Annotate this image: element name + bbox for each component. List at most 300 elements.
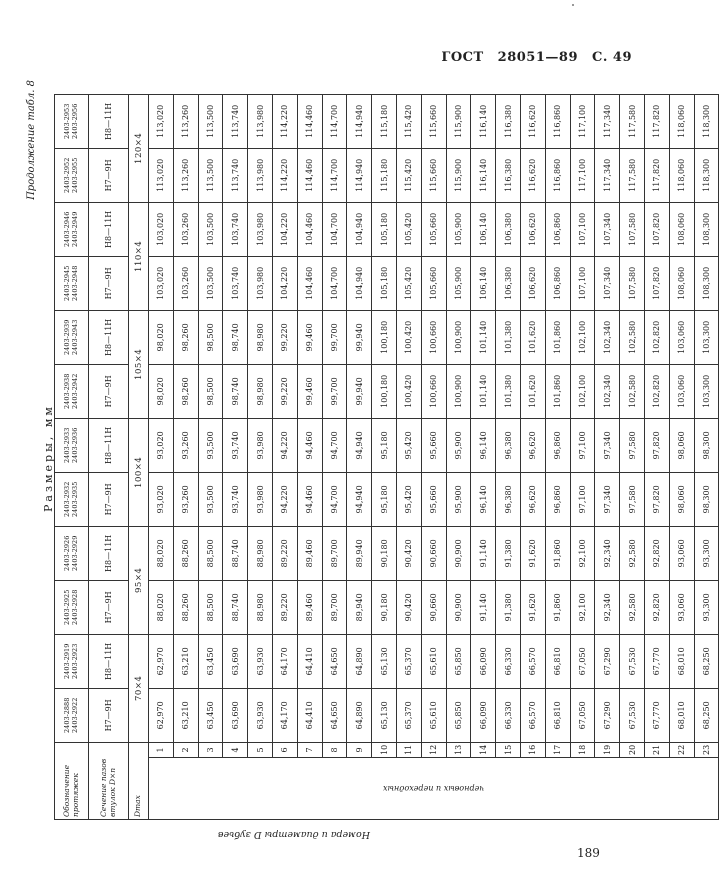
tooth-number-cell: 5 bbox=[248, 742, 273, 757]
diameter-cell: 65,610 bbox=[421, 688, 446, 742]
diameter-cell: 114,220 bbox=[272, 94, 297, 148]
diameter-cell: 98,020 bbox=[149, 310, 174, 364]
diameter-cell: 108,060 bbox=[669, 202, 694, 256]
diameter-cell: 102,100 bbox=[570, 364, 595, 418]
article-number: 2403-2888 bbox=[63, 697, 72, 733]
diameter-cell: 104,940 bbox=[347, 256, 372, 310]
table-row bbox=[173, 94, 198, 819]
speck bbox=[572, 4, 574, 6]
tooth-number-cell: 18 bbox=[570, 742, 595, 757]
diameter-cell: 108,060 bbox=[669, 256, 694, 310]
diameter-cell: 91,860 bbox=[545, 526, 570, 580]
diameter-cell: 97,340 bbox=[595, 418, 620, 472]
standard-number: 28051—89 bbox=[497, 50, 578, 65]
diameter-cell: 88,500 bbox=[198, 580, 223, 634]
diameter-cell: 98,060 bbox=[669, 418, 694, 472]
side-caption-line1 bbox=[218, 826, 370, 840]
diameter-cell: 66,090 bbox=[471, 688, 496, 742]
table-row bbox=[694, 94, 719, 819]
table-row bbox=[347, 94, 372, 819]
diameter-cell: 89,220 bbox=[272, 526, 297, 580]
designation-cell bbox=[55, 526, 89, 580]
diameter-cell: 116,620 bbox=[520, 148, 545, 202]
side-label-text: черновых и переходных bbox=[383, 784, 485, 793]
diameter-cell: 90,180 bbox=[372, 580, 397, 634]
diameter-cell: 64,890 bbox=[347, 688, 372, 742]
diameter-cell: 63,930 bbox=[248, 634, 273, 688]
diameter-cell: 97,340 bbox=[595, 472, 620, 526]
designation-cell bbox=[55, 256, 89, 310]
diameter-cell: 115,900 bbox=[446, 94, 471, 148]
article-number: 2403-2949 bbox=[70, 211, 79, 247]
diameter-cell: 116,380 bbox=[496, 94, 521, 148]
diameter-cell: 91,380 bbox=[496, 580, 521, 634]
diameter-cell: 67,050 bbox=[570, 688, 595, 742]
diameter-cell: 89,700 bbox=[322, 580, 347, 634]
diameter-cell: 98,260 bbox=[173, 310, 198, 364]
diameter-cell: 99,220 bbox=[272, 364, 297, 418]
diameter-cell: 103,740 bbox=[223, 256, 248, 310]
diameter-cell: 117,340 bbox=[595, 94, 620, 148]
diameter-cell: 65,370 bbox=[396, 634, 421, 688]
diameter-cell: 106,380 bbox=[496, 256, 521, 310]
diameter-cell: 100,180 bbox=[372, 310, 397, 364]
diameter-cell: 117,340 bbox=[595, 148, 620, 202]
diameter-cell: 93,740 bbox=[223, 418, 248, 472]
diameter-cell: 98,260 bbox=[173, 364, 198, 418]
diameter-cell: 98,980 bbox=[248, 364, 273, 418]
diameter-cell: 103,260 bbox=[173, 256, 198, 310]
table-row bbox=[595, 94, 620, 819]
diameter-cell: 96,860 bbox=[545, 472, 570, 526]
tooth-number-cell: 16 bbox=[520, 742, 545, 757]
designation-row bbox=[55, 94, 89, 819]
diameter-cell: 63,930 bbox=[248, 688, 273, 742]
tooth-number-cell: 10 bbox=[372, 742, 397, 757]
diameter-cell: 91,380 bbox=[496, 526, 521, 580]
diameter-cell: 66,330 bbox=[496, 634, 521, 688]
diameter-cell: 107,580 bbox=[620, 202, 645, 256]
diameter-cell: 114,700 bbox=[322, 94, 347, 148]
diameter-cell: 88,260 bbox=[173, 526, 198, 580]
diameter-cell: 118,300 bbox=[694, 94, 719, 148]
table-row bbox=[520, 94, 545, 819]
diameter-cell: 113,980 bbox=[248, 148, 273, 202]
side-caption bbox=[218, 826, 578, 840]
diameter-cell: 114,700 bbox=[322, 148, 347, 202]
diameter-cell: 64,410 bbox=[297, 634, 322, 688]
diameter-cell: 97,820 bbox=[644, 418, 669, 472]
diameter-cell: 98,500 bbox=[198, 310, 223, 364]
tooth-number-cell: 11 bbox=[396, 742, 421, 757]
diameter-cell: 106,380 bbox=[496, 202, 521, 256]
diameter-cell: 118,060 bbox=[669, 148, 694, 202]
diameter-cell: 107,820 bbox=[644, 256, 669, 310]
standard-label: ГОСТ bbox=[441, 50, 484, 65]
diameter-cell: 96,620 bbox=[520, 418, 545, 472]
diameter-cell: 104,220 bbox=[272, 256, 297, 310]
diameter-cell: 115,180 bbox=[372, 94, 397, 148]
tolerance-cell: H8—11H bbox=[89, 202, 129, 256]
diameter-cell: 96,380 bbox=[496, 472, 521, 526]
tooth-number-cell: 13 bbox=[446, 742, 471, 757]
diameter-cell: 116,380 bbox=[496, 148, 521, 202]
diameter-cell: 115,660 bbox=[421, 94, 446, 148]
diameter-cell: 93,020 bbox=[149, 418, 174, 472]
diameter-cell: 63,450 bbox=[198, 688, 223, 742]
diameter-cell: 106,620 bbox=[520, 202, 545, 256]
diameter-cell: 117,820 bbox=[644, 94, 669, 148]
diameter-cell: 93,260 bbox=[173, 418, 198, 472]
designation-cell bbox=[55, 202, 89, 256]
diameter-cell: 100,660 bbox=[421, 310, 446, 364]
diameter-cell: 101,380 bbox=[496, 364, 521, 418]
diameter-cell: 91,620 bbox=[520, 526, 545, 580]
diameter-cell: 65,850 bbox=[446, 634, 471, 688]
designation-cell bbox=[55, 148, 89, 202]
designation-cell bbox=[55, 364, 89, 418]
diameter-cell: 97,100 bbox=[570, 472, 595, 526]
side-label-cell bbox=[149, 758, 719, 820]
tooth-number-cell: 19 bbox=[595, 742, 620, 757]
article-number: 2403-2925 bbox=[63, 589, 72, 625]
diameter-cell: 95,660 bbox=[421, 472, 446, 526]
diameter-cell: 113,020 bbox=[149, 94, 174, 148]
diameter-cell: 101,620 bbox=[520, 310, 545, 364]
table-continuation: Продолжение табл. 8 bbox=[26, 80, 37, 200]
diameter-cell: 66,570 bbox=[520, 634, 545, 688]
diameter-cell: 113,980 bbox=[248, 94, 273, 148]
diameter-cell: 102,340 bbox=[595, 364, 620, 418]
table-canvas bbox=[26, 78, 711, 840]
article-number: 2403-2938 bbox=[63, 373, 72, 409]
table-row bbox=[223, 94, 248, 819]
diameter-cell: 67,530 bbox=[620, 634, 645, 688]
diameter-cell: 107,340 bbox=[595, 202, 620, 256]
diameter-cell: 67,530 bbox=[620, 688, 645, 742]
diameter-cell: 64,650 bbox=[322, 688, 347, 742]
diameter-cell: 91,140 bbox=[471, 526, 496, 580]
diameter-cell: 101,860 bbox=[545, 310, 570, 364]
diameter-cell: 98,300 bbox=[694, 472, 719, 526]
diameter-cell: 99,220 bbox=[272, 310, 297, 364]
diameter-cell: 116,140 bbox=[471, 94, 496, 148]
diameter-cell: 103,980 bbox=[248, 256, 273, 310]
diameter-cell: 113,500 bbox=[198, 148, 223, 202]
article-number: 2403-2943 bbox=[70, 319, 79, 355]
diameter-cell: 114,460 bbox=[297, 148, 322, 202]
diameter-cell: 68,250 bbox=[694, 634, 719, 688]
table-row bbox=[149, 94, 174, 819]
diameter-cell: 105,180 bbox=[372, 202, 397, 256]
diameter-cell: 65,130 bbox=[372, 688, 397, 742]
diameter-cell: 113,740 bbox=[223, 148, 248, 202]
section-size-cell: 120×4 bbox=[129, 94, 149, 202]
designation-cell bbox=[55, 418, 89, 472]
diameter-cell: 66,570 bbox=[520, 688, 545, 742]
diameter-cell: 101,620 bbox=[520, 364, 545, 418]
diameter-cell: 98,300 bbox=[694, 418, 719, 472]
tolerance-cell: H8—11H bbox=[89, 526, 129, 580]
diameter-cell: 66,330 bbox=[496, 688, 521, 742]
diameter-cell: 100,420 bbox=[396, 310, 421, 364]
diameter-cell: 89,460 bbox=[297, 580, 322, 634]
article-number: 2403-2942 bbox=[70, 373, 79, 409]
article-number: 2403-2936 bbox=[70, 427, 79, 463]
diameter-cell: 97,820 bbox=[644, 472, 669, 526]
diameter-cell: 97,580 bbox=[620, 418, 645, 472]
diameter-cell: 65,130 bbox=[372, 634, 397, 688]
diameter-cell: 114,220 bbox=[272, 148, 297, 202]
diameter-cell: 88,980 bbox=[248, 580, 273, 634]
diameter-cell: 93,300 bbox=[694, 526, 719, 580]
section-size-cell: 110×4 bbox=[129, 202, 149, 310]
diameter-cell: 64,650 bbox=[322, 634, 347, 688]
diameter-cell: 104,700 bbox=[322, 256, 347, 310]
section-size-cell: 105×4 bbox=[129, 310, 149, 418]
diameter-cell: 93,980 bbox=[248, 472, 273, 526]
diameter-cell: 107,820 bbox=[644, 202, 669, 256]
diameter-cell: 63,690 bbox=[223, 688, 248, 742]
rotated-table-area bbox=[26, 78, 711, 840]
diameter-cell: 64,170 bbox=[272, 688, 297, 742]
table-row bbox=[421, 94, 446, 819]
diameter-cell: 113,500 bbox=[198, 94, 223, 148]
diameter-cell: 105,900 bbox=[446, 256, 471, 310]
diameter-cell: 90,180 bbox=[372, 526, 397, 580]
tooth-number-cell: 23 bbox=[694, 742, 719, 757]
diameter-cell: 92,100 bbox=[570, 580, 595, 634]
diameter-cell: 92,100 bbox=[570, 526, 595, 580]
diameter-cell: 99,700 bbox=[322, 364, 347, 418]
diameter-cell: 64,170 bbox=[272, 634, 297, 688]
diameter-cell: 92,580 bbox=[620, 526, 645, 580]
diameter-cell: 90,900 bbox=[446, 526, 471, 580]
tolerance-cell: H7—9H bbox=[89, 688, 129, 742]
diameter-cell: 103,020 bbox=[149, 202, 174, 256]
tolerance-cell: H7—9H bbox=[89, 580, 129, 634]
diameter-cell: 96,140 bbox=[471, 472, 496, 526]
tooth-number-cell: 3 bbox=[198, 742, 223, 757]
diameter-cell: 94,460 bbox=[297, 418, 322, 472]
diameter-cell: 98,740 bbox=[223, 310, 248, 364]
diameter-cell: 88,500 bbox=[198, 526, 223, 580]
diameter-cell: 117,580 bbox=[620, 148, 645, 202]
diameter-cell: 92,340 bbox=[595, 580, 620, 634]
designation-label: Обозначение протяжек bbox=[55, 742, 89, 819]
diameter-cell: 66,810 bbox=[545, 688, 570, 742]
diameter-cell: 88,260 bbox=[173, 580, 198, 634]
article-number: 2403-2956 bbox=[70, 103, 79, 139]
diameter-cell: 114,940 bbox=[347, 94, 372, 148]
diameter-cell: 94,460 bbox=[297, 472, 322, 526]
designation-cell bbox=[55, 688, 89, 742]
diameter-cell: 96,860 bbox=[545, 418, 570, 472]
diameter-cell: 96,620 bbox=[520, 472, 545, 526]
diameter-cell: 65,850 bbox=[446, 688, 471, 742]
section-size-cell: 95×4 bbox=[129, 526, 149, 634]
page-header bbox=[427, 50, 632, 65]
diameter-cell: 104,940 bbox=[347, 202, 372, 256]
article-number: 2403-2952 bbox=[63, 157, 72, 193]
diameter-cell: 66,810 bbox=[545, 634, 570, 688]
diameter-cell: 115,420 bbox=[396, 94, 421, 148]
diameter-cell: 68,010 bbox=[669, 688, 694, 742]
table-row bbox=[471, 94, 496, 819]
sizes-caption: Размеры, мм bbox=[42, 404, 55, 512]
tolerance-cell: H8—11H bbox=[89, 634, 129, 688]
diameter-cell: 108,300 bbox=[694, 256, 719, 310]
diameter-cell: 118,060 bbox=[669, 94, 694, 148]
diameter-cell: 102,580 bbox=[620, 310, 645, 364]
diameter-cell: 104,460 bbox=[297, 256, 322, 310]
diameter-cell: 92,820 bbox=[644, 580, 669, 634]
diameter-cell: 90,420 bbox=[396, 580, 421, 634]
article-number: 2403-2923 bbox=[70, 643, 79, 679]
diameter-cell: 104,700 bbox=[322, 202, 347, 256]
diameter-cell: 101,140 bbox=[471, 310, 496, 364]
diameter-cell: 117,100 bbox=[570, 148, 595, 202]
diameter-cell: 65,370 bbox=[396, 688, 421, 742]
diameter-cell: 94,940 bbox=[347, 418, 372, 472]
tooth-number-cell: 4 bbox=[223, 742, 248, 757]
tolerance-cell: H7—9H bbox=[89, 256, 129, 310]
diameter-cell: 93,060 bbox=[669, 580, 694, 634]
page-ref: С. 49 bbox=[592, 50, 632, 65]
designation-cell bbox=[55, 634, 89, 688]
section-label: Сечение пазов втулок D×n bbox=[89, 742, 129, 819]
diameter-cell: 67,770 bbox=[644, 634, 669, 688]
table-row bbox=[248, 94, 273, 819]
diameter-cell: 103,020 bbox=[149, 256, 174, 310]
diameter-cell: 93,020 bbox=[149, 472, 174, 526]
diameter-cell: 88,980 bbox=[248, 526, 273, 580]
article-number: 2403-2919 bbox=[63, 643, 72, 679]
diameter-cell: 113,020 bbox=[149, 148, 174, 202]
side-line1-tail: зубьев bbox=[218, 829, 251, 840]
diameter-cell: 89,700 bbox=[322, 526, 347, 580]
diameter-cell: 107,580 bbox=[620, 256, 645, 310]
section-size-cell: 70×4 bbox=[129, 634, 149, 742]
diameter-cell: 103,740 bbox=[223, 202, 248, 256]
section-size-cell: 100×4 bbox=[129, 418, 149, 526]
tooth-number-cell: 14 bbox=[471, 742, 496, 757]
diameter-cell: 89,220 bbox=[272, 580, 297, 634]
diameter-cell: 68,250 bbox=[694, 688, 719, 742]
diameter-cell: 108,300 bbox=[694, 202, 719, 256]
diameter-cell: 93,500 bbox=[198, 418, 223, 472]
diameter-cell: 90,660 bbox=[421, 580, 446, 634]
diameter-cell: 100,660 bbox=[421, 364, 446, 418]
tooth-number-cell: 1 bbox=[149, 742, 174, 757]
diameter-cell: 107,100 bbox=[570, 202, 595, 256]
diameter-cell: 116,140 bbox=[471, 148, 496, 202]
diameter-cell: 94,220 bbox=[272, 472, 297, 526]
diameter-cell: 105,420 bbox=[396, 202, 421, 256]
diameter-cell: 100,900 bbox=[446, 364, 471, 418]
diameter-cell: 105,660 bbox=[421, 256, 446, 310]
table-row bbox=[620, 94, 645, 819]
table-row bbox=[396, 94, 421, 819]
diameter-cell: 98,740 bbox=[223, 364, 248, 418]
diameter-cell: 92,580 bbox=[620, 580, 645, 634]
diameter-cell: 95,420 bbox=[396, 418, 421, 472]
designation-cell bbox=[55, 94, 89, 148]
article-number: 2403-2926 bbox=[63, 535, 72, 571]
diameter-cell: 102,580 bbox=[620, 364, 645, 418]
diameter-cell: 98,020 bbox=[149, 364, 174, 418]
diameter-cell: 99,700 bbox=[322, 310, 347, 364]
diameter-cell: 89,460 bbox=[297, 526, 322, 580]
diameter-cell: 99,460 bbox=[297, 364, 322, 418]
tooth-number-cell: 15 bbox=[496, 742, 521, 757]
page-number: 189 bbox=[577, 846, 600, 860]
table-row bbox=[322, 94, 347, 819]
diameter-cell: 91,860 bbox=[545, 580, 570, 634]
diameter-cell: 107,340 bbox=[595, 256, 620, 310]
article-number: 2403-2929 bbox=[70, 535, 79, 571]
diameter-cell: 96,380 bbox=[496, 418, 521, 472]
diameter-cell: 93,500 bbox=[198, 472, 223, 526]
diameter-cell: 88,740 bbox=[223, 580, 248, 634]
diameter-cell: 114,460 bbox=[297, 94, 322, 148]
diameter-cell: 67,290 bbox=[595, 688, 620, 742]
diameter-cell: 91,140 bbox=[471, 580, 496, 634]
table-row bbox=[272, 94, 297, 819]
diameter-cell: 65,610 bbox=[421, 634, 446, 688]
diameter-cell: 90,900 bbox=[446, 580, 471, 634]
diameter-cell: 104,220 bbox=[272, 202, 297, 256]
diameter-cell: 101,860 bbox=[545, 364, 570, 418]
diameter-cell: 97,580 bbox=[620, 472, 645, 526]
diameter-cell: 117,580 bbox=[620, 94, 645, 148]
designation-cell bbox=[55, 472, 89, 526]
diameter-cell: 102,820 bbox=[644, 364, 669, 418]
diameter-cell: 106,620 bbox=[520, 256, 545, 310]
article-number: 2403-2953 bbox=[63, 103, 72, 139]
diameter-cell: 64,410 bbox=[297, 688, 322, 742]
diameter-cell: 115,180 bbox=[372, 148, 397, 202]
diameter-cell: 103,500 bbox=[198, 202, 223, 256]
article-number: 2403-2955 bbox=[70, 157, 79, 193]
tooth-number-cell: 20 bbox=[620, 742, 645, 757]
tooth-number-cell: 9 bbox=[347, 742, 372, 757]
diameter-cell: 107,100 bbox=[570, 256, 595, 310]
tooth-number-cell: 6 bbox=[272, 742, 297, 757]
tooth-number-cell: 12 bbox=[421, 742, 446, 757]
diameter-cell: 103,300 bbox=[694, 310, 719, 364]
diameter-cell: 103,500 bbox=[198, 256, 223, 310]
section-row bbox=[129, 94, 149, 819]
diameter-cell: 100,180 bbox=[372, 364, 397, 418]
diameter-cell: 113,740 bbox=[223, 94, 248, 148]
diameter-cell: 90,660 bbox=[421, 526, 446, 580]
diameter-cell: 115,660 bbox=[421, 148, 446, 202]
diameter-cell: 103,300 bbox=[694, 364, 719, 418]
tolerance-cell: H7—9H bbox=[89, 148, 129, 202]
diameter-cell: 117,820 bbox=[644, 148, 669, 202]
article-number: 2403-2945 bbox=[63, 265, 72, 301]
diameter-cell: 98,500 bbox=[198, 364, 223, 418]
diameter-cell: 88,020 bbox=[149, 526, 174, 580]
diameter-cell: 103,260 bbox=[173, 202, 198, 256]
diameter-cell: 99,940 bbox=[347, 364, 372, 418]
tooth-number-cell: 22 bbox=[669, 742, 694, 757]
diameter-cell: 99,460 bbox=[297, 310, 322, 364]
diameter-cell: 113,260 bbox=[173, 148, 198, 202]
table-row bbox=[446, 94, 471, 819]
diameter-cell: 105,660 bbox=[421, 202, 446, 256]
